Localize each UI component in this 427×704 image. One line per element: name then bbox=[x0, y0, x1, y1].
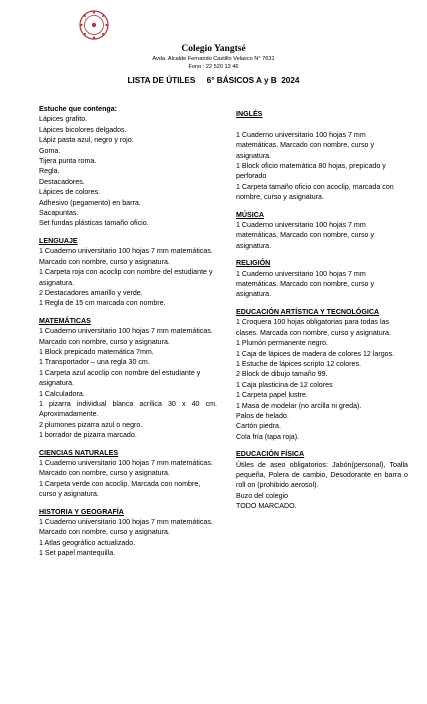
list-item: 1 Atlas geográfico actualizado. bbox=[39, 538, 136, 547]
section-artistica bbox=[236, 307, 408, 442]
right-column bbox=[236, 109, 408, 512]
section-estuche bbox=[39, 104, 217, 229]
school-address: Avda. Alcalde Fernando Castillo Velasco N° 7631 bbox=[152, 56, 275, 62]
list-item: 1 Estuche de lápices scripto 12 colores. bbox=[236, 359, 361, 368]
list-item: Regla. bbox=[39, 167, 60, 176]
item-list bbox=[236, 269, 408, 300]
list-item: 1 Carpeta azul acoclip con nombre del estudiante y asignatura. bbox=[39, 368, 201, 388]
list-item: 1 Transportador – una regla 30 cm. bbox=[39, 358, 150, 367]
list-item: 2 Block de dibujo tamaño 99. bbox=[236, 370, 328, 379]
list-item: 1 Block prepicado matemática 7mm. bbox=[39, 347, 154, 356]
list-title: LISTA DE ÚTILES 6° BÁSICOS A y B 2024 bbox=[127, 76, 300, 85]
section-lenguaje bbox=[39, 236, 217, 309]
list-item: 1 Cuaderno universitario 100 hojas 7 mm matemáticas. Marcado con nombre, curso y asignatura. bbox=[236, 130, 374, 160]
section-heading: EDUCACIÓN ARTÍSTICA Y TECNOLÓGICA bbox=[236, 307, 380, 316]
list-item: 1 Cuaderno universitario 100 hojas 7 mm matemáticas. Marcado con nombre, curso y asignatura. bbox=[39, 327, 213, 346]
item-list bbox=[236, 220, 408, 251]
list-item: 1 Calculadora. bbox=[39, 389, 85, 398]
item-list bbox=[39, 458, 217, 500]
section-heading: RELIGIÓN bbox=[236, 259, 271, 268]
section-heading: EDUCACIÓN FÍSICA bbox=[236, 450, 305, 459]
section-heading: INGLÉS bbox=[236, 110, 263, 118]
list-item: 1 Carpeta papel lustre. bbox=[236, 391, 308, 400]
spacer bbox=[236, 119, 408, 129]
list-item: Goma. bbox=[39, 146, 61, 155]
list-item: Lápices grafito. bbox=[39, 115, 88, 124]
item-list bbox=[236, 317, 408, 442]
section-historia bbox=[39, 507, 217, 559]
section-ingles bbox=[236, 109, 408, 203]
section-religion bbox=[236, 258, 408, 300]
list-item: Destacadores. bbox=[39, 177, 85, 186]
list-item: Lápices de colores. bbox=[39, 188, 101, 197]
list-item: Adhesivo (pegamento) en barra. bbox=[39, 198, 141, 207]
list-item: Lápices bicolores delgados. bbox=[39, 125, 127, 134]
list-item: 1 Carpeta tamaño oficio con acoclip, marcada con nombre, curso y asignatura. bbox=[236, 182, 394, 202]
item-list bbox=[39, 114, 217, 228]
list-item: Palos de helado. bbox=[236, 411, 289, 420]
list-item: 1 Cuaderno universitario 100 hojas 7 mm matemáticas. Marcado con nombre, curso y asignatura. bbox=[236, 269, 374, 299]
list-item: Set fundas plásticas tamaño oficio. bbox=[39, 219, 149, 228]
section-heading: CIENCIAS NATURALES bbox=[39, 448, 119, 457]
item-list bbox=[39, 326, 217, 440]
list-item: Cartón piedra. bbox=[236, 422, 281, 431]
section-musica bbox=[236, 210, 408, 252]
list-item: 1 Set papel mantequilla. bbox=[39, 549, 116, 558]
school-logo bbox=[78, 8, 110, 42]
list-item: 1 pizarra individual blanca acrílica 30 x 40 cm. Aproximadamente. bbox=[39, 399, 217, 419]
list-item: 1 Cuaderno universitario 100 hojas 7 mm matemáticas. Marcado con nombre, curso y asignatura. bbox=[39, 247, 213, 266]
list-item: 1 Masa de modelar (no arcilla ni greda). bbox=[236, 401, 362, 410]
list-item: 1 Regla de 15 cm marcada con nombre. bbox=[39, 299, 166, 308]
list-item: Útiles de aseo obligatorios: Jabón(personal), Toalla pequeña, Polera de cambio, Desodorante en barra o roll on (prohibido aerosol). bbox=[236, 460, 408, 490]
section-heading: LENGUAJE bbox=[39, 236, 78, 245]
school-name: Colegio Yangtsé bbox=[181, 44, 246, 54]
school-phone: Fono : 22 520 13 46 bbox=[188, 64, 239, 70]
list-item: 1 Cuaderno universitario 100 hojas 7 mm matemáticas. Marcado con nombre, curso y asignatura. bbox=[236, 221, 374, 250]
section-heading: MÚSICA bbox=[236, 210, 264, 219]
item-list bbox=[39, 246, 217, 308]
list-item: 2 plumones pizarra azul o negro. bbox=[39, 420, 143, 429]
list-item: 1 Block oficio matemática 80 hojas, prepicado y perforado bbox=[236, 162, 386, 181]
item-list bbox=[236, 130, 408, 203]
section-ciencias bbox=[39, 448, 217, 500]
list-item: 1 borrador de pizarra marcado. bbox=[39, 431, 137, 440]
section-fisica bbox=[236, 449, 408, 511]
list-item: 2 Destacadores amarillo y verde. bbox=[39, 288, 143, 297]
left-column bbox=[39, 104, 217, 559]
list-item: TODO MARCADO. bbox=[236, 502, 297, 511]
list-item: 1 Caja de lápices de madera de colores 12 largos. bbox=[236, 349, 395, 358]
section-heading: Estuche que contenga: bbox=[39, 105, 118, 113]
list-item: Buzo del colegio bbox=[236, 491, 289, 500]
item-list bbox=[39, 517, 217, 559]
list-item: 1 Carpeta roja con acoclip con nombre del estudiante y asignatura. bbox=[39, 268, 213, 287]
list-item: 1 Cuaderno universitario 100 hojas 7 mm matemáticas. Marcado con nombre, curso y asignatura. bbox=[39, 459, 213, 478]
list-item: 1 Plumón permanente negro. bbox=[236, 339, 328, 348]
list-item: 1 Carpeta verde con acoclip. Marcada con nombre, curso y asignatura. bbox=[39, 479, 201, 499]
section-heading: MATEMÁTICAS bbox=[39, 316, 91, 325]
list-item: Tijera punta roma. bbox=[39, 157, 97, 166]
list-item: 1 Caja plasticina de 12 colores bbox=[236, 380, 333, 389]
list-item: 1 Croquera 100 hojas obligatorias para todas las clases. Marcada con nombre, curso y asignatura. bbox=[236, 318, 391, 337]
list-item: Lápiz pasta azul, negro y rojo. bbox=[39, 136, 134, 145]
list-item: Sacapuntas. bbox=[39, 209, 79, 218]
item-list bbox=[236, 460, 408, 512]
section-matematicas bbox=[39, 316, 217, 441]
list-item: 1 Cuaderno universitario 100 hojas 7 mm matemáticas. Marcado con nombre, curso y asignatura. bbox=[39, 518, 213, 537]
section-heading: HISTORIA Y GEOGRAFÍA bbox=[39, 507, 124, 516]
list-item: Cola fría (tapa roja). bbox=[236, 432, 300, 441]
